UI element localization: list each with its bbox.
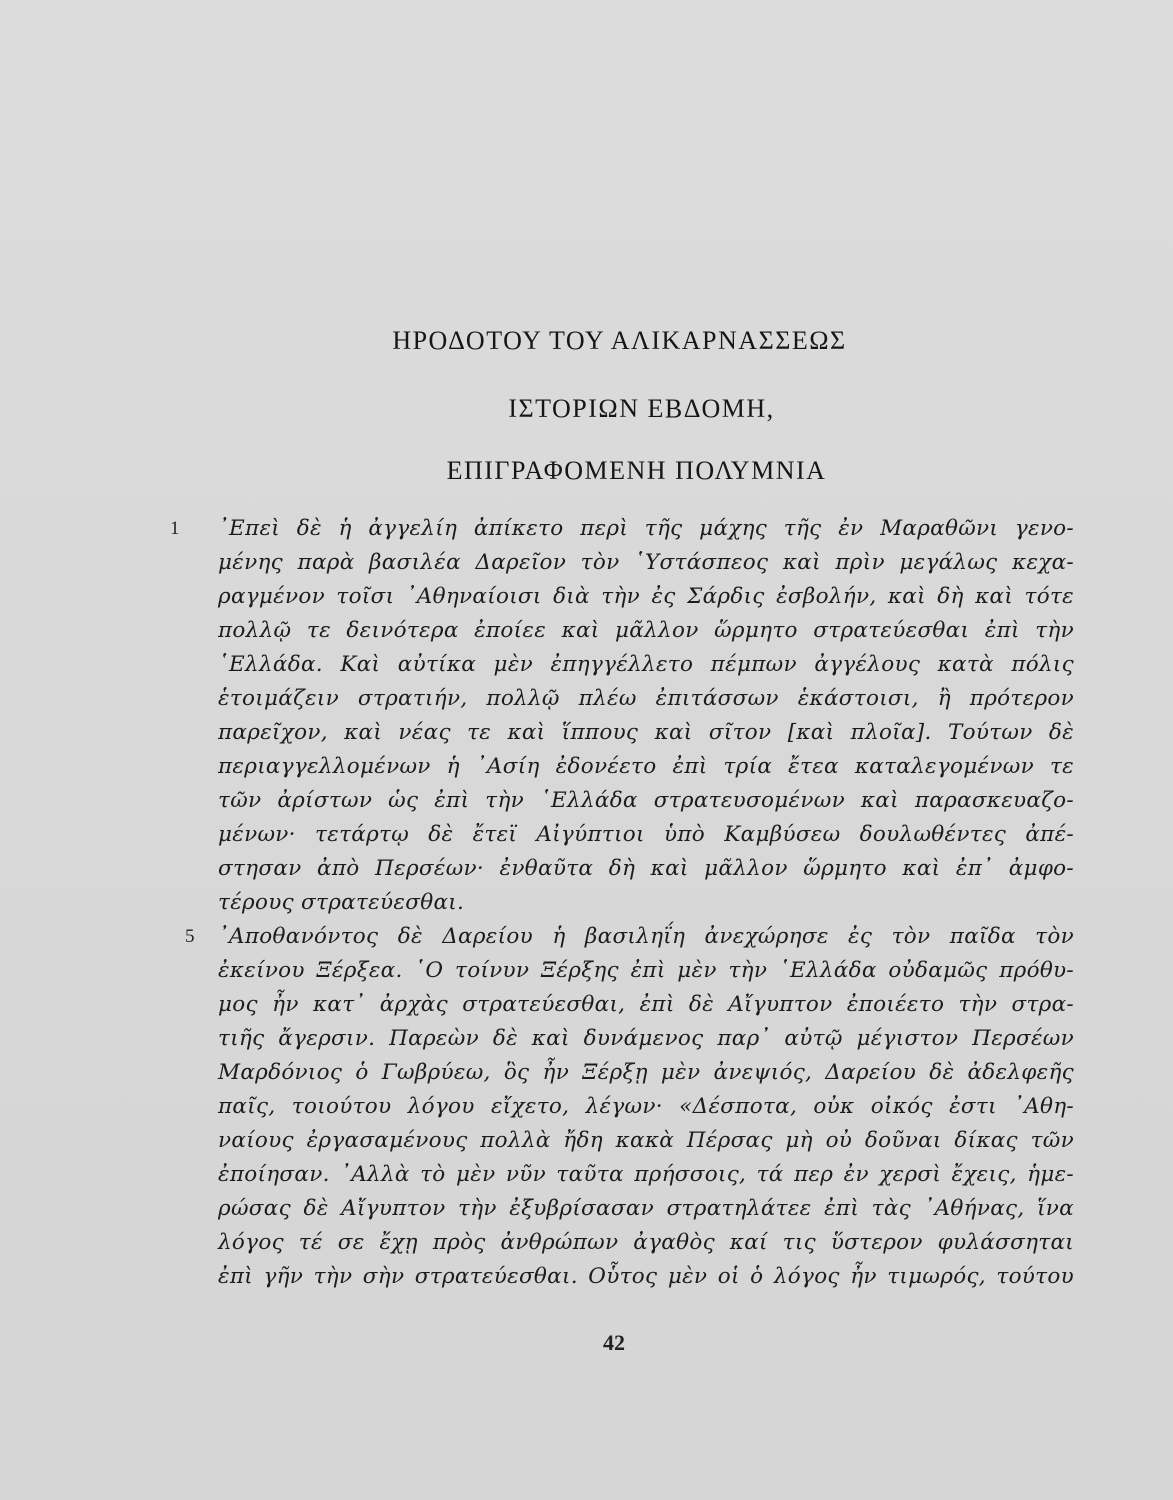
text-line: μένων· τετάρτῳ δὲ ἔτεϊ Αἰγύπτιοι ὑπὸ Καμβύσεω δουλωθέντες ἀπέ- — [218, 822, 1074, 847]
text-line: ναίους ἐργασαμένους πολλὰ ἤδη κακὰ Πέρσας μὴ οὐ δοῦναι δίκας τῶν — [218, 1128, 1074, 1153]
page-number: 42 — [603, 1330, 625, 1355]
text-line: ᾿Αποθανόντος δὲ Δαρείου ἡ βασιληΐη ἀνεχώρησε ἐς τὸν παῖδα τὸν — [218, 924, 1074, 949]
text-line: ἐκείνου Ξέρξεα. ῾Ο τοίνυν Ξέρξης ἐπὶ μὲν τὴν ῾Ελλάδα οὐδαμῶς πρόθυ- — [218, 958, 1074, 983]
title-author: ΗΡΟΔΟΤΟΥ ΤΟΥ ΑΛΙΚΑΡΝΑΣΣΕΩΣ — [392, 326, 847, 355]
text-line: παρεῖχον, καὶ νέας τε καὶ ἵππους καὶ σῖτον [καὶ πλοῖα]. Τούτων δὲ — [218, 720, 1074, 745]
text-line: στησαν ἀπὸ Περσέων· ἐνθαῦτα δὴ καὶ μᾶλλον ὥρμητο καὶ ἐπ᾿ ἀμφο- — [218, 856, 1074, 881]
text-line: ῾Ελλάδα. Καὶ αὐτίκα μὲν ἐπηγγέλλετο πέμπων ἀγγέλους κατὰ πόλις — [218, 652, 1074, 677]
text-line: Μαρδόνιος ὁ Γωβρύεω, ὃς ἦν Ξέρξῃ μὲν ἀνεψιός, Δαρείου δὲ ἀδελφεῆς — [218, 1060, 1074, 1085]
text-line: ᾿Επεὶ δὲ ἡ ἀγγελίη ἀπίκετο περὶ τῆς μάχης τῆς ἐν Μαραθῶνι γενο- — [218, 516, 1074, 541]
body-text — [218, 512, 1074, 1294]
text-line: τέρους στρατεύεσθαι. — [218, 890, 465, 915]
text-line: ρώσας δὲ Αἴγυπτον τὴν ἐξυβρίσασαν στρατηλάτεε ἐπὶ τὰς ᾿Αθήνας, ἵνα — [218, 1196, 1074, 1221]
text-line: μος ἦν κατ᾿ ἀρχὰς στρατεύεσθαι, ἐπὶ δὲ Αἴγυπτον ἐποιέετο τὴν στρα- — [218, 992, 1074, 1017]
text-line: πολλῷ τε δεινότερα ἐποίεε καὶ μᾶλλον ὥρμητο στρατεύεσθαι ἐπὶ τὴν — [218, 618, 1074, 643]
text-line: ἑτοιμάζειν στρατιήν, πολλῷ πλέω ἐπιτάσσων ἑκάστοισι, ἢ πρότερον — [218, 686, 1074, 711]
text-line: λόγος τέ σε ἔχῃ πρὸς ἀνθρώπων ἀγαθὸς καί τις ὕστερον φυλάσσηται — [218, 1230, 1074, 1255]
section-number: 1 — [170, 518, 180, 539]
text-line: παῖς, τοιούτου λόγου εἴχετο, λέγων· «Δέσποτα, οὐκ οἰκός ἐστι ᾿Αθη- — [218, 1094, 1074, 1119]
text-line: τιῆς ἄγερσιν. Παρεὼν δὲ καὶ δυνάμενος παρ᾿ αὐτῷ μέγιστον Περσέων — [218, 1026, 1074, 1051]
text-line: ραγμένον τοῖσι ᾿Αθηναίοισι διὰ τὴν ἐς Σάρδις ἐσβολήν, καὶ δὴ καὶ τότε — [218, 584, 1074, 609]
title-book: ΙΣΤΟΡΙΩΝ ΕΒΔΟΜΗ, — [508, 394, 775, 423]
text-line: ἐποίησαν. ᾿Αλλὰ τὸ μὲν νῦν ταῦτα πρήσσοις, τά περ ἐν χερσὶ ἔχεις, ἡμε- — [218, 1162, 1074, 1187]
line-number: 5 — [185, 926, 195, 947]
text-line: περιαγγελλομένων ἡ ᾿Ασίη ἐδονέετο ἐπὶ τρία ἔτεα καταλεγομένων τε — [218, 754, 1074, 779]
text-line: μένης παρὰ βασιλέα Δαρεῖον τὸν ῾Υστάσπεος καὶ πρὶν μεγάλως κεχα- — [218, 550, 1074, 575]
text-line: ἐπὶ γῆν τὴν σὴν στρατεύεσθαι. Οὗτος μὲν οἱ ὁ λόγος ἦν τιμωρός, τούτου — [218, 1264, 1074, 1289]
text-line: τῶν ἀρίστων ὡς ἐπὶ τὴν ῾Ελλάδα στρατευσομένων καὶ παρασκευαζο- — [218, 788, 1074, 813]
title-subtitle: ΕΠΙΓΡΑΦΟΜΕΝΗ ΠΟΛΥΜΝΙΑ — [446, 456, 827, 485]
